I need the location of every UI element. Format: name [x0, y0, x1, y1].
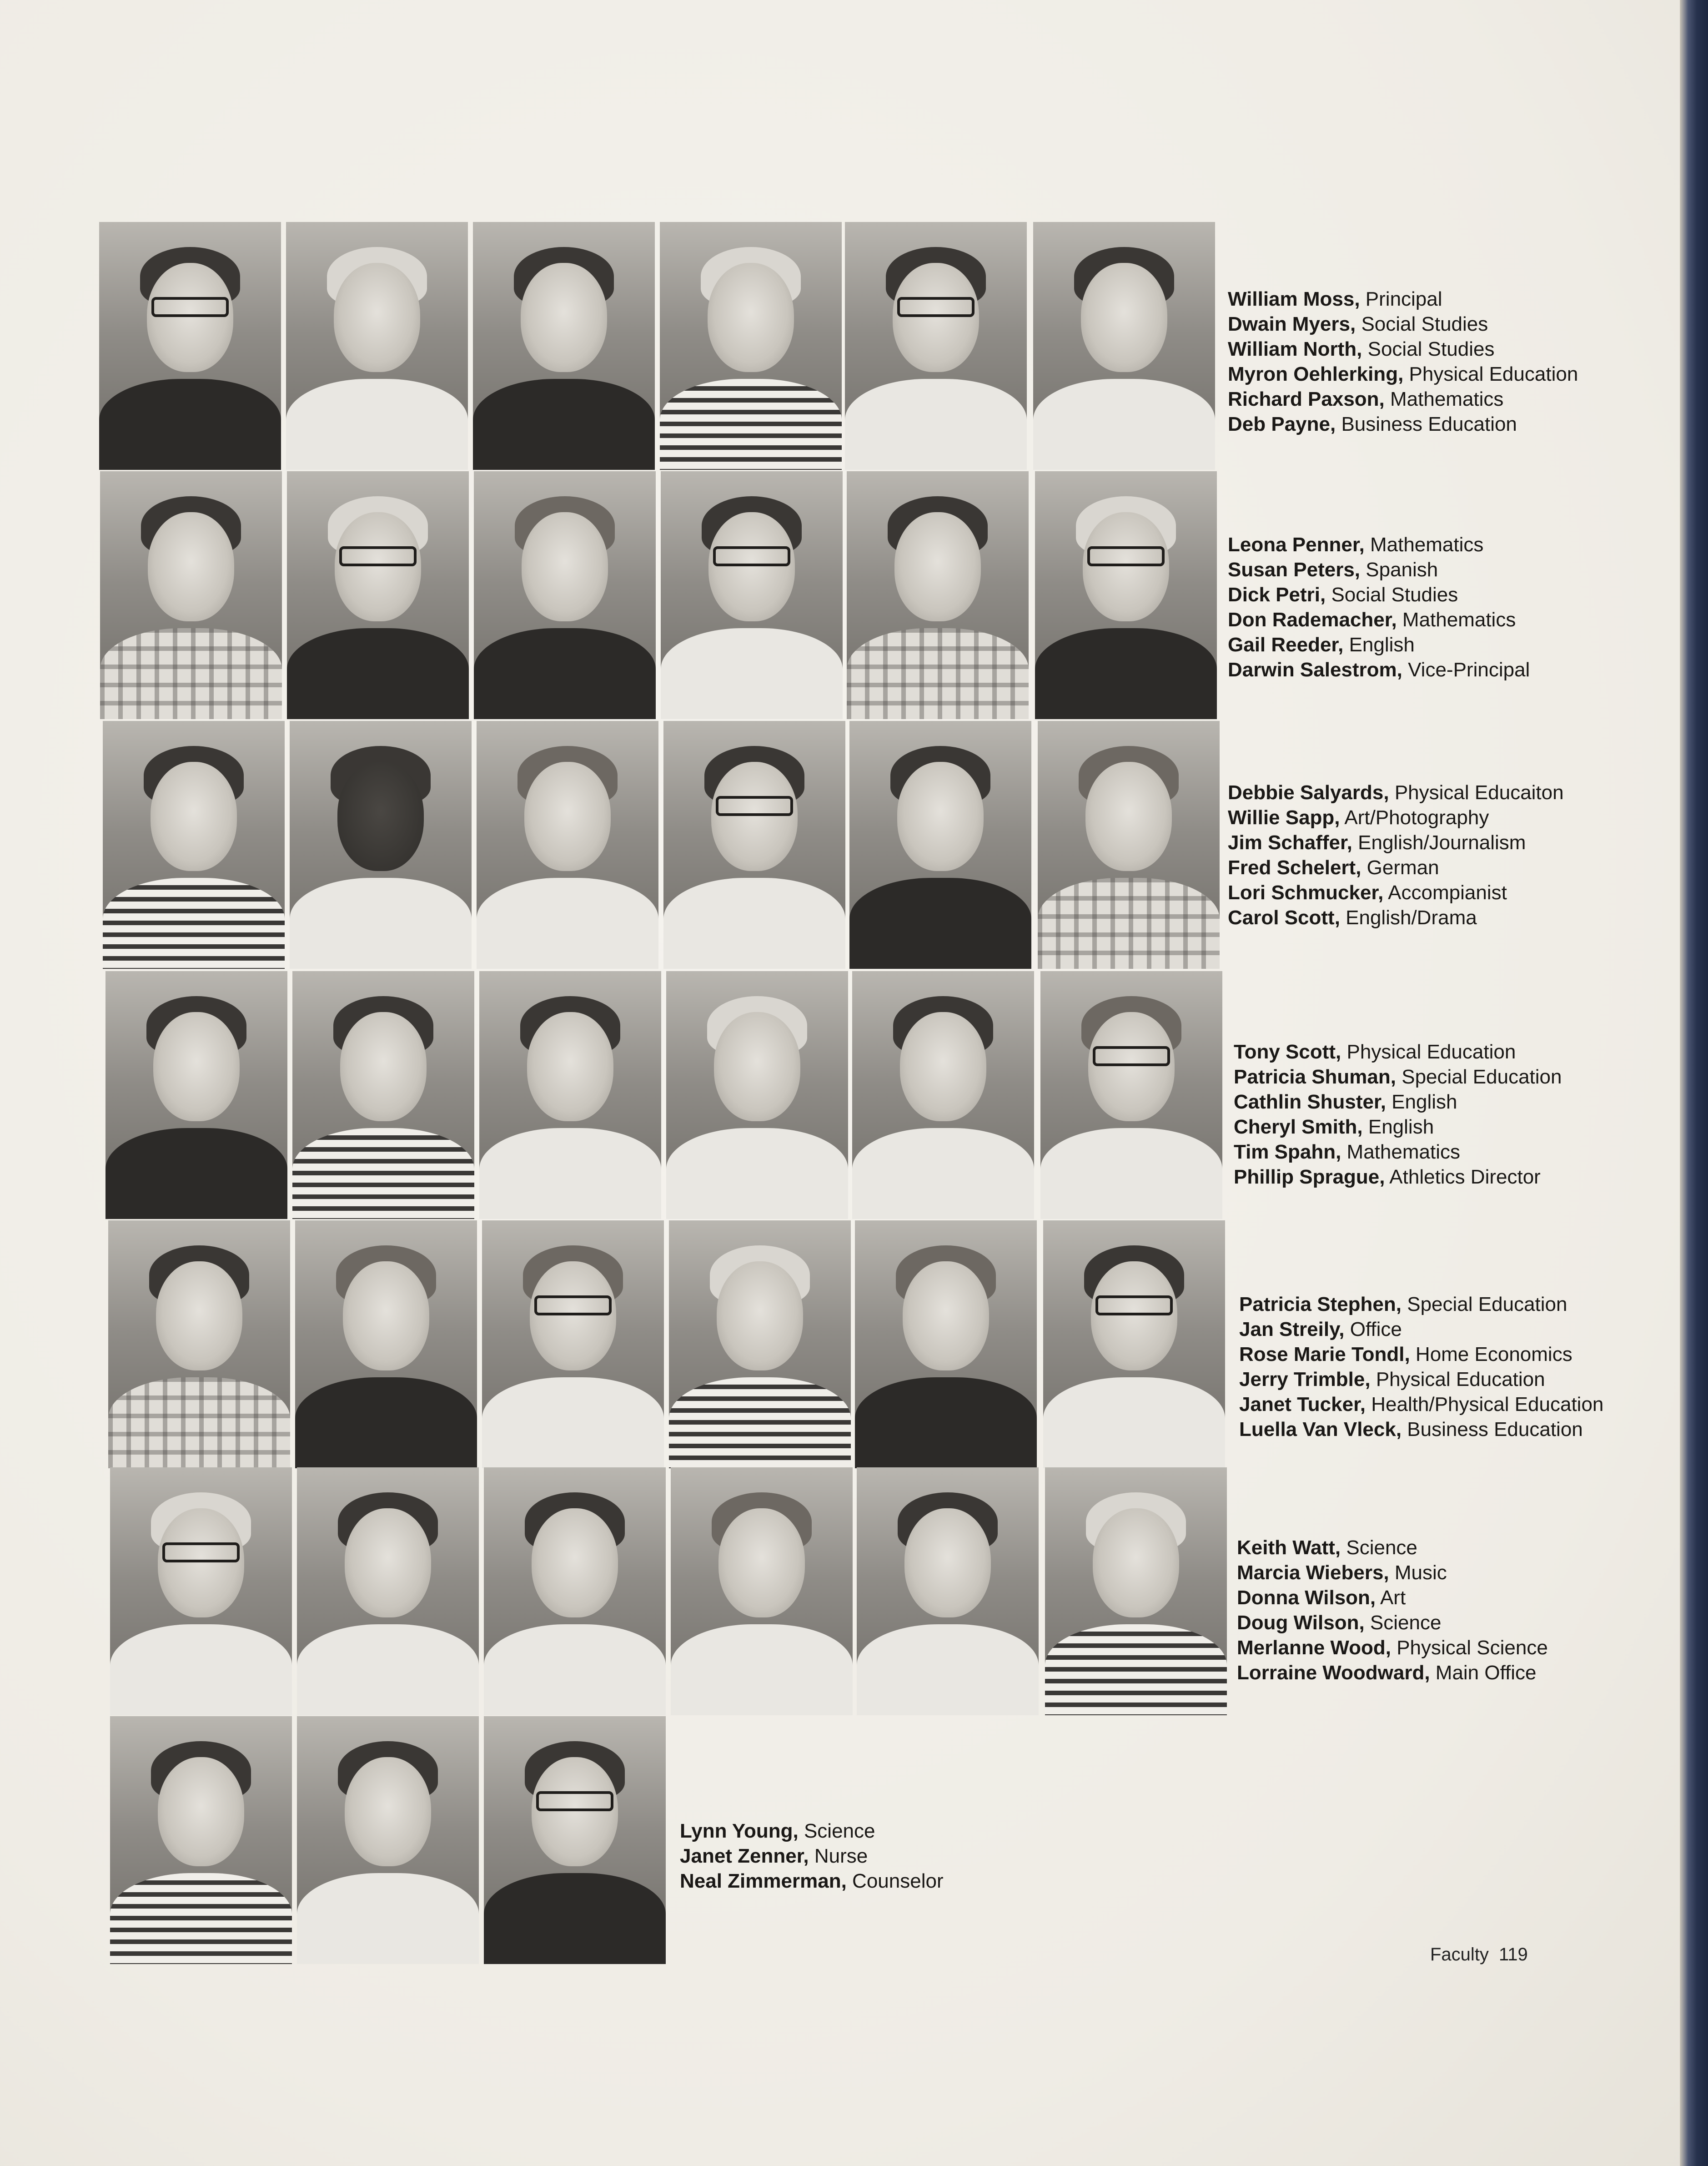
portrait-photo: [1035, 471, 1217, 719]
caption-line: Tim Spahn, Mathematics: [1234, 1141, 1460, 1163]
portrait-photo: [287, 471, 469, 719]
caption-line: Merlanne Wood, Physical Science: [1237, 1637, 1548, 1659]
caption-line: Don Rademacher, Mathematics: [1228, 609, 1516, 631]
caption-block: [1234, 1039, 1562, 1189]
caption-line: Patricia Shuman, Special Education: [1234, 1066, 1562, 1088]
portrait-photo: [845, 222, 1027, 470]
portrait-photo: [290, 721, 472, 969]
portrait-photo: [1033, 222, 1215, 470]
caption-line: Gail Reeder, English: [1228, 634, 1415, 656]
portrait-photo: [484, 1716, 666, 1964]
caption-line: Rose Marie Tondl, Home Economics: [1239, 1343, 1572, 1365]
book-binding: [1680, 0, 1708, 2166]
portrait-photo: [100, 471, 282, 719]
page-number: 119: [1498, 1944, 1528, 1965]
portrait-photo: [477, 721, 658, 969]
portrait-photo: [473, 222, 655, 470]
caption-block: [680, 1818, 944, 1894]
portrait-photo: [474, 471, 656, 719]
caption-line: Richard Paxson, Mathematics: [1228, 388, 1504, 410]
caption-line: Fred Schelert, German: [1228, 856, 1439, 879]
portrait-photo: [110, 1716, 292, 1964]
caption-block: [1228, 287, 1578, 437]
portrait-photo: [105, 971, 287, 1219]
portrait-photo: [660, 222, 842, 470]
portrait-photo: [297, 1467, 479, 1715]
caption-line: Cathlin Shuster, English: [1234, 1091, 1457, 1113]
portrait-photo: [1043, 1220, 1225, 1468]
caption-line: Marcia Wiebers, Music: [1237, 1562, 1447, 1584]
portrait-photo: [847, 471, 1029, 719]
portrait-photo: [663, 721, 845, 969]
portrait-photo: [849, 721, 1031, 969]
caption-line: Cheryl Smith, English: [1234, 1116, 1434, 1138]
portrait-photo: [857, 1467, 1039, 1715]
portrait-photo: [292, 971, 474, 1219]
caption-line: Tony Scott, Physical Education: [1234, 1041, 1516, 1063]
portrait-photo: [99, 222, 281, 470]
portrait-photo: [295, 1220, 477, 1468]
portrait-photo: [108, 1220, 290, 1468]
portrait-photo: [286, 222, 468, 470]
portrait-photo: [110, 1467, 292, 1715]
portrait-photo: [103, 721, 285, 969]
caption-line: Dick Petri, Social Studies: [1228, 584, 1458, 606]
page-footer: [1430, 1944, 1538, 1965]
caption-line: Donna Wilson, Art: [1237, 1587, 1406, 1609]
caption-line: Keith Watt, Science: [1237, 1536, 1417, 1559]
caption-line: William North, Social Studies: [1228, 338, 1495, 360]
portrait-photo: [1040, 971, 1222, 1219]
caption-line: Doug Wilson, Science: [1237, 1612, 1442, 1634]
portrait-photo: [666, 971, 848, 1219]
caption-line: Patricia Stephen, Special Education: [1239, 1293, 1567, 1315]
caption-line: Dwain Myers, Social Studies: [1228, 313, 1488, 335]
caption-line: Lorraine Woodward, Main Office: [1237, 1662, 1537, 1684]
caption-line: Carol Scott, English/Drama: [1228, 907, 1477, 929]
portrait-photo: [1038, 721, 1220, 969]
caption-line: William Moss, Principal: [1228, 288, 1442, 310]
caption-block: [1237, 1535, 1548, 1685]
caption-line: Jerry Trimble, Physical Education: [1239, 1368, 1545, 1390]
portrait-photo: [669, 1220, 851, 1468]
caption-line: Susan Peters, Spanish: [1228, 559, 1438, 581]
caption-line: Myron Oehlerking, Physical Education: [1228, 363, 1578, 385]
caption-line: Jan Streily, Office: [1239, 1318, 1402, 1340]
caption-line: Jim Schaffer, English/Journalism: [1228, 831, 1526, 854]
portrait-photo: [1045, 1467, 1227, 1715]
caption-block: [1239, 1292, 1603, 1442]
caption-line: Neal Zimmerman, Counselor: [680, 1870, 944, 1892]
portrait-photo: [852, 971, 1034, 1219]
caption-line: Deb Payne, Business Education: [1228, 413, 1517, 435]
caption-line: Debbie Salyards, Physical Educaiton: [1228, 781, 1564, 804]
caption-line: Leona Penner, Mathematics: [1228, 534, 1484, 556]
caption-line: Janet Zenner, Nurse: [680, 1845, 868, 1867]
caption-line: Lynn Young, Science: [680, 1820, 875, 1842]
caption-line: Luella Van Vleck, Business Education: [1239, 1418, 1583, 1441]
portrait-photo: [484, 1467, 666, 1715]
caption-line: Janet Tucker, Health/Physical Education: [1239, 1393, 1604, 1415]
caption-line: Lori Schmucker, Accompianist: [1228, 882, 1507, 904]
portrait-photo: [855, 1220, 1037, 1468]
section-label: Faculty: [1430, 1944, 1489, 1965]
portrait-photo: [482, 1220, 664, 1468]
portrait-photo: [671, 1467, 853, 1715]
caption-block: [1228, 532, 1530, 682]
portrait-photo: [661, 471, 843, 719]
caption-line: Phillip Sprague, Athletics Director: [1234, 1166, 1541, 1188]
caption-line: Willie Sapp, Art/Photography: [1228, 806, 1489, 829]
caption-line: Darwin Salestrom, Vice-Principal: [1228, 659, 1530, 681]
caption-block: [1228, 780, 1564, 930]
portrait-photo: [479, 971, 661, 1219]
portrait-photo: [297, 1716, 479, 1964]
